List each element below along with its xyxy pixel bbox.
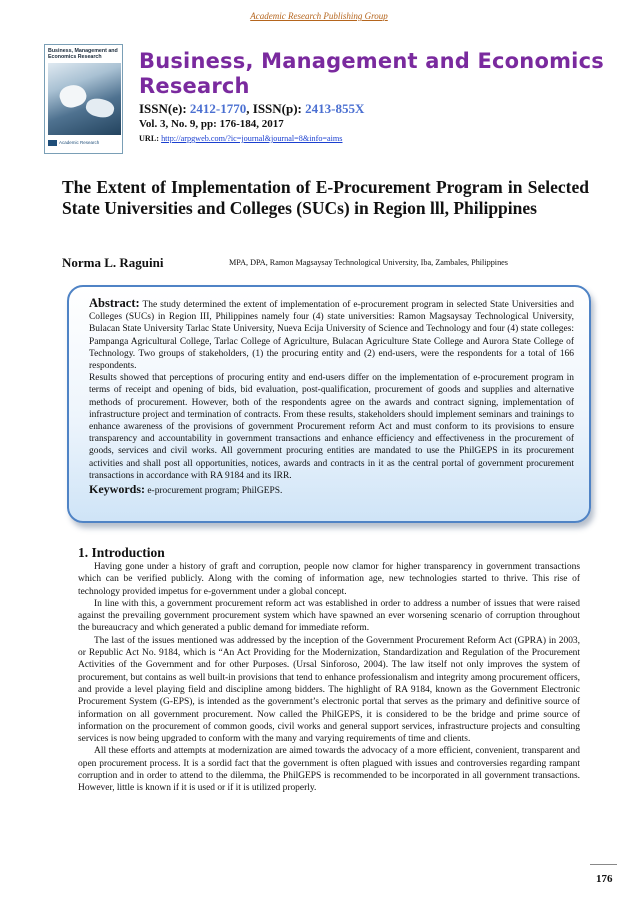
- cover-title: Business, Management and Economics Research: [48, 48, 118, 60]
- keywords-label: Keywords:: [89, 482, 145, 497]
- author-affiliation: MPA, DPA, Ramon Magsaysay Technological University, Iba, Zambales, Philippines: [229, 258, 508, 267]
- issn-p-label: , ISSN(p):: [246, 101, 306, 116]
- intro-paragraph: In line with this, a government procurement reform act was established in order to address a number of issues that were raised against the prevailing government procurement system which have spawned an ever worsening scenario of corruption throughout the bureaucracy and which generated a public demand for immediate reform.: [78, 598, 580, 634]
- article-title: The Extent of Implementation of E-Procurement Program in Selected State Universities and Colleges (SUCs) in Region lll, Philippines: [62, 177, 589, 218]
- intro-paragraph: All these efforts and attempts at modernization are aimed towards the advocacy of a more efficient, convenient, transparent and open procurement process. It is a sordid fact that the government is often plagued with issues and controversies regarding rampant corruption and in order to attend to the dilemma, the PhilGEPS is recommended to be incorporated in all government transactions. However, little is known if it is used or if it is utilized properly.: [78, 746, 580, 794]
- issn-line: [139, 101, 364, 117]
- keywords-line: [89, 483, 574, 497]
- cover-footer-text: Academic Research: [59, 140, 100, 146]
- page-number: 176: [596, 873, 613, 885]
- issn-p-value: 2413-855X: [305, 101, 365, 116]
- abstract-label: Abstract:: [89, 296, 140, 310]
- journal-url-line: [139, 134, 343, 143]
- journal-url-link[interactable]: http://arpgweb.com/?ic=journal&journal=8&info=aims: [161, 134, 343, 143]
- publisher-header[interactable]: Academic Research Publishing Group: [250, 11, 388, 21]
- issn-e-value: 2412-1770: [189, 101, 247, 116]
- abstract-paragraph-1: [89, 297, 574, 372]
- abstract-text-1: The study determined the extent of implementation of e-procurement program in selected State Universities and Colleges (SUCs) in Region III, Philippines namely four (4) state universities: Ramon Magsaysay Technological University, Bulacan State University Tarlac State University, Nueva Ecija University of Science and Technology and four (4) state colleges: Pampanga Agricultural College, Tarlac College of Agriculture, Bulacan Agriculture State College and Aurora State College of Technology. Two groups of stakeholders, (1) the procuring entity and (2) end-users, were the respondents for a total of 166 respondents.: [89, 300, 574, 372]
- issn-e-label: ISSN(e):: [139, 101, 190, 116]
- keywords-text: e-procurement program; PhilGEPS.: [147, 486, 283, 497]
- intro-paragraph: Having gone under a history of graft and corruption, people now clamor for higher transparency in government transactions which can be verified publicly. Along with the coming of information age, new technologies started to thrive. This rise of technology provided impetus for e-government under a global concept.: [78, 562, 580, 597]
- url-label: URL:: [139, 134, 162, 143]
- cover-footer: [48, 140, 99, 146]
- section-heading-introduction: 1. Introduction: [78, 545, 165, 560]
- page-number-rule: [590, 864, 617, 865]
- intro-paragraph: The last of the issues mentioned was addressed by the inception of the Government Procurement Reform Act (GPRA) in 2003, or Republic Act No. 9184, which is “An Act Providing for the Modernization, Standardization and Regulation of the Procurement Activities of the Government and for other Purposes. (Ursal Sinforoso, 2004). The law itself not only improves the system of procurement, but contains as well built-in provisions that tend to enhance professionalism and integrity among procurement officers, and provide a level playing field and discipline among bidders. The highlight of RA 9184, known as the Government Electronic Procurement System (G-EPS), is intended as the government’s electronic portal that serves as the primary and definitive source of information on all government procurement. Now called the PhilGEPS, it is considered to be the bridge and prime source of information on the procurement of common goods, civil works and general support services, infrastructure projects and consulting services is now being upgraded to conform with the many and varying requirements of time and clients.: [78, 635, 580, 745]
- author-name: Norma L. Raguini: [62, 255, 164, 270]
- journal-name: Business, Management and Economics Research: [139, 49, 604, 98]
- abstract-paragraph-2: Results showed that perceptions of procuring entity and end-users differ on the implementation of e-procurement program in terms of receipt and opening of bids, bid evaluation, post-qualification, procurement of goods and supplies and alternative methods of procurement. However, both of the respondents agree on the awards and contract signing, implementation of infrastructure project and termination of contracts. From these results, stakeholders should implement seminars and trainings to enhance awareness of the provisions of government Procurement reform Act and must conform to its provisions to ensure transparency and accountability in government transactions and enhance efficiency and effectiveness in the procurement of goods, services and civil works. All government procuring entities are mandated to use the PhilGEPS in its procurement activities and shall post all opportunities, notices, awards and contracts in it as the central portal of government procurement transactions in accordance with RA 9184 and its IRR.: [89, 373, 574, 481]
- cover-image: [48, 63, 121, 135]
- introduction-body: [78, 561, 580, 795]
- volume-info: Vol. 3, No. 9, pp: 176-184, 2017: [139, 118, 284, 130]
- journal-cover-thumbnail: [44, 44, 123, 154]
- abstract-box: [67, 285, 591, 523]
- publisher-logo-icon: [48, 140, 57, 146]
